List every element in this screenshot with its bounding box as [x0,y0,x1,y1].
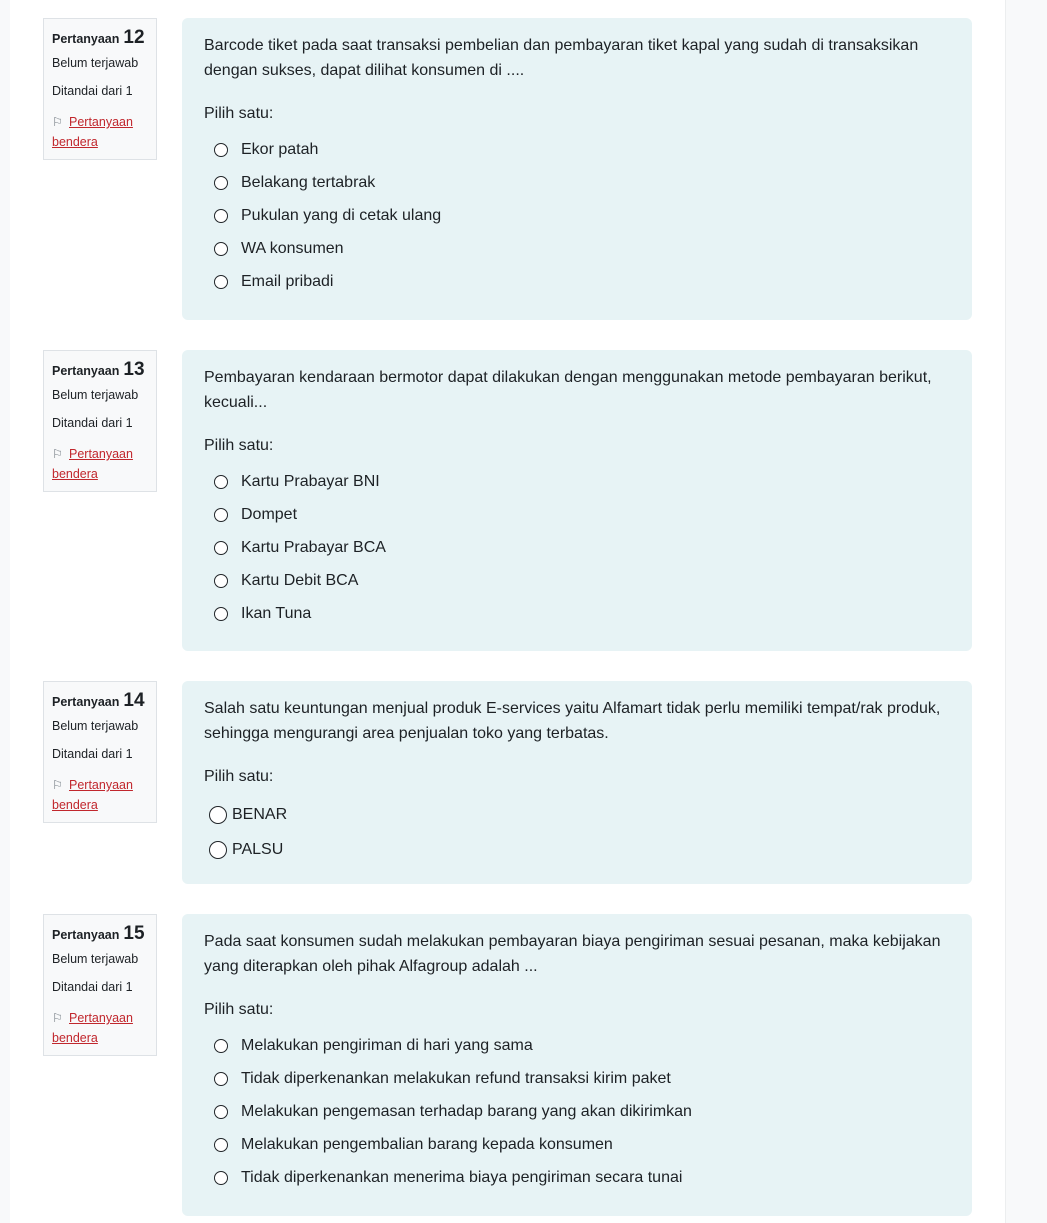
flag-question-text[interactable]: Pertanyaan bendera [52,1011,133,1045]
question-grade: Ditandai dari 1 [52,83,133,98]
radio-button[interactable] [214,1138,228,1152]
flag-question-link[interactable] [52,112,148,152]
answer-label: Pukulan yang di cetak ulang [241,206,442,224]
question-number-value: 14 [123,690,145,711]
radio-button[interactable] [214,1171,228,1185]
answer-option[interactable] [204,499,950,532]
question-number-value: 15 [123,923,145,944]
answer-option[interactable] [204,232,950,265]
question-label: Pertanyaan [52,695,120,709]
answer-label: Email pribadi [241,272,334,290]
question-number [52,28,148,47]
flag-icon: ⚐ [52,447,63,461]
answer-option[interactable] [204,466,950,499]
answer-label: Ikan Tuna [241,604,312,622]
flag-icon: ⚐ [52,1011,63,1025]
flag-question-text[interactable]: Pertanyaan bendera [52,447,133,481]
flag-icon: ⚐ [52,778,63,792]
question-state: Belum terjawab [52,56,139,70]
answer-list [204,466,950,630]
question-content [182,350,972,651]
question-label: Pertanyaan [52,32,120,46]
question-info [43,18,157,160]
radio-button[interactable] [214,275,228,289]
question-number [52,360,148,379]
question-state: Belum terjawab [52,388,139,402]
radio-button[interactable] [214,607,228,621]
radio-button[interactable] [209,806,227,824]
answer-option[interactable] [204,597,950,630]
question-text: Salah satu keuntungan menjual produk E-services yaitu Alfamart tidak perlu memiliki tempat/rak produk, sehingga mengurangi area penjualan toko yang terbatas. [204,700,941,742]
question-grade: Ditandai dari 1 [52,415,133,430]
question-content [182,18,972,320]
question-number-value: 12 [123,27,145,48]
question-grade: Ditandai dari 1 [52,746,133,761]
radio-button[interactable] [214,143,228,157]
flag-question-link[interactable] [52,775,148,815]
radio-button[interactable] [214,574,228,588]
flag-question-text[interactable]: Pertanyaan bendera [52,115,133,149]
question-number [52,924,148,943]
flag-icon: ⚐ [52,115,63,129]
answer-label: Tidak diperkenankan menerima biaya pengiriman secara tunai [241,1168,683,1186]
answer-option[interactable] [204,564,950,597]
question-number-value: 13 [123,359,145,380]
answer-label: Melakukan pengiriman di hari yang sama [241,1037,533,1055]
answer-label: Kartu Prabayar BNI [241,473,380,491]
answer-option[interactable] [204,134,950,167]
answer-option-true[interactable] [204,797,950,832]
answer-label: BENAR [232,805,288,823]
answer-list [204,797,950,867]
left-gutter [0,0,10,1223]
radio-button[interactable] [214,1105,228,1119]
question-info [43,914,157,1056]
question-state: Belum terjawab [52,952,139,966]
answer-prompt: Pilih satu: [204,437,274,454]
answer-label: Dompet [241,506,298,524]
radio-button[interactable] [214,508,228,522]
answer-option[interactable] [204,167,950,200]
answer-prompt: Pilih satu: [204,768,274,785]
answer-option[interactable] [204,1161,950,1194]
question-label: Pertanyaan [52,928,120,942]
flag-question-link[interactable] [52,444,148,484]
answer-option[interactable] [204,1128,950,1161]
radio-button[interactable] [214,541,228,555]
question-text: Barcode tiket pada saat transaksi pembelian dan pembayaran tiket kapal yang sudah di transaksikan dengan sukses, dapat dilihat konsumen di .... [204,37,919,79]
right-scroll-gutter [1005,0,1047,1223]
answer-prompt: Pilih satu: [204,105,274,122]
question-label: Pertanyaan [52,364,120,378]
answer-list [204,1030,950,1194]
radio-button[interactable] [214,1072,228,1086]
answer-prompt: Pilih satu: [204,1001,274,1018]
answer-label: Melakukan pengembalian barang kepada konsumen [241,1135,613,1153]
answer-label: Kartu Debit BCA [241,571,359,589]
answer-option[interactable] [204,265,950,298]
answer-option[interactable] [204,1063,950,1096]
question-info [43,681,157,823]
question-content [182,681,972,884]
question-text: Pembayaran kendaraan bermotor dapat dilakukan dengan menggunakan metode pembayaran berikut, kecuali... [204,369,932,411]
answer-option[interactable] [204,200,950,233]
answer-list [204,134,950,298]
answer-option[interactable] [204,1030,950,1063]
flag-question-link[interactable] [52,1008,148,1048]
answer-label: Kartu Prabayar BCA [241,538,386,556]
radio-button[interactable] [214,209,228,223]
question-grade: Ditandai dari 1 [52,979,133,994]
question-content [182,914,972,1216]
radio-button[interactable] [214,475,228,489]
answer-option-false[interactable] [204,832,950,867]
answer-label: PALSU [232,840,284,858]
answer-option[interactable] [204,1096,950,1129]
answer-label: Melakukan pengemasan terhadap barang yang akan dikirimkan [241,1102,692,1120]
answer-label: Ekor patah [241,141,319,159]
radio-button[interactable] [209,841,227,859]
radio-button[interactable] [214,1039,228,1053]
question-info [43,350,157,492]
answer-label: Tidak diperkenankan melakukan refund transaksi kirim paket [241,1070,671,1088]
radio-button[interactable] [214,242,228,256]
question-number [52,691,148,710]
answer-option[interactable] [204,532,950,565]
question-text: Pada saat konsumen sudah melakukan pembayaran biaya pengiriman sesuai pesanan, maka kebijakan yang diterapkan oleh pihak Alfagroup adalah ... [204,933,941,975]
flag-question-text[interactable]: Pertanyaan bendera [52,778,133,812]
radio-button[interactable] [214,176,228,190]
answer-label: WA konsumen [241,239,344,257]
question-state: Belum terjawab [52,719,139,733]
answer-label: Belakang tertabrak [241,174,376,192]
